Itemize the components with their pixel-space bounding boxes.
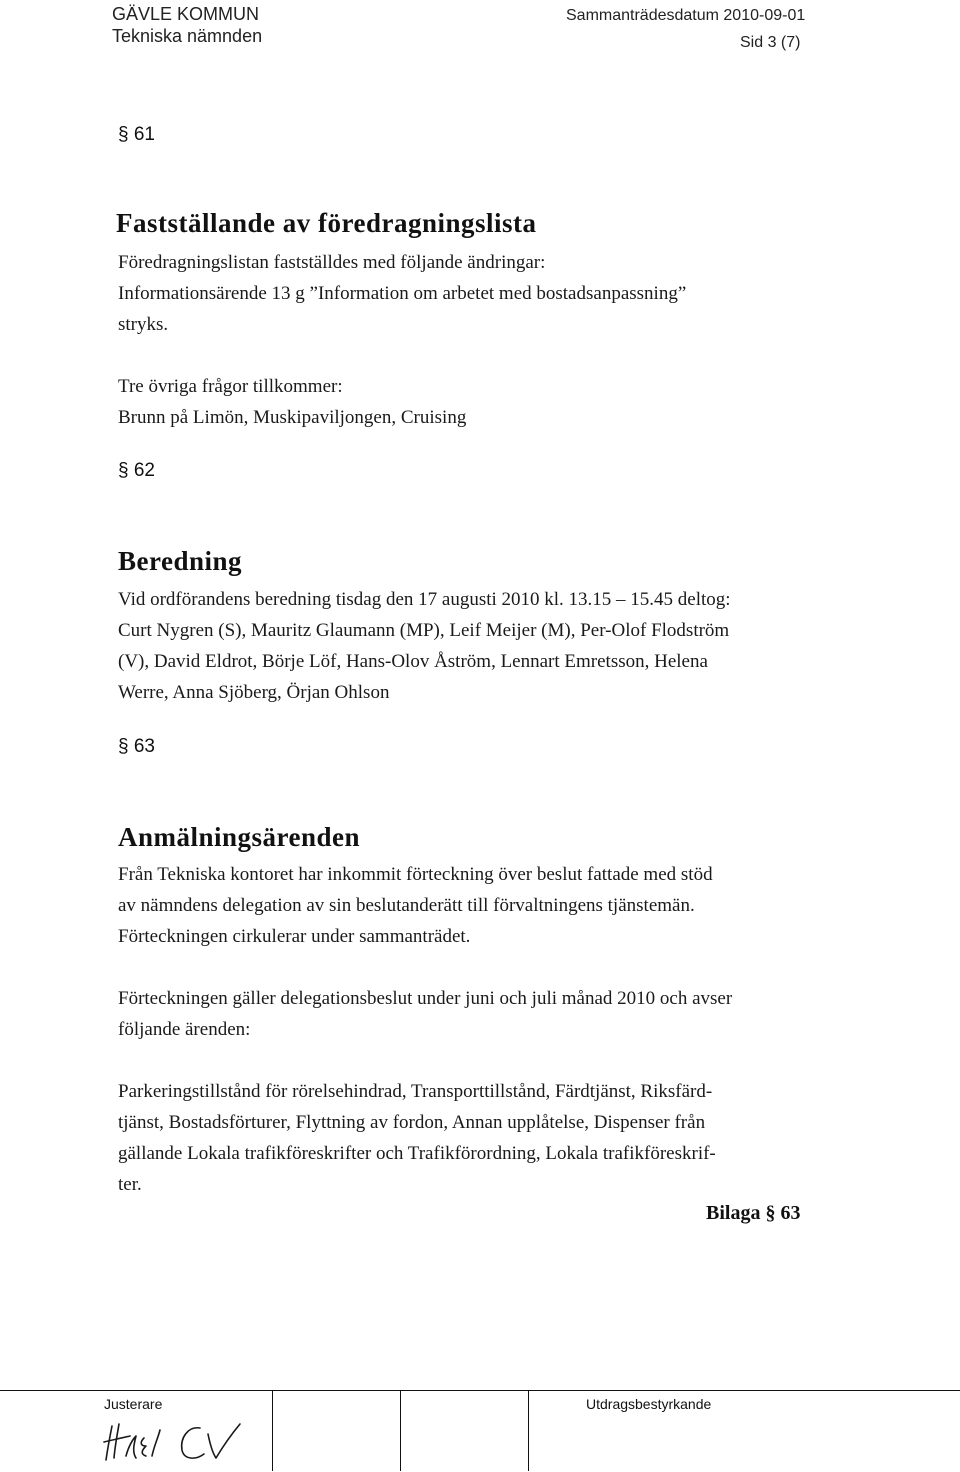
- body-line: Werre, Anna Sjöberg, Örjan Ohlson: [118, 682, 390, 703]
- body-line: Vid ordförandens beredning tisdag den 17 augusti 2010 kl. 13.15 – 15.45 deltog:: [118, 589, 731, 610]
- body-line: tjänst, Bostadsförturer, Flyttning av fordon, Annan upplåtelse, Dispenser från: [118, 1112, 706, 1133]
- paragraph-number: § 61: [118, 124, 155, 145]
- section-title: Anmälningsärenden: [118, 822, 361, 852]
- body-line: Informationsärende 13 g ”Information om arbetet med bostadsanpassning”: [118, 283, 687, 304]
- body-line: Brunn på Limön, Muskipaviljongen, Cruising: [118, 407, 467, 428]
- body-line: gällande Lokala trafikföreskrifter och Trafikförordning, Lokala trafikföreskrif-: [118, 1143, 716, 1164]
- blank-line: [118, 340, 818, 371]
- section-title: Beredning: [118, 546, 243, 576]
- section-body: [118, 247, 818, 433]
- body-line: ter.: [118, 1174, 142, 1195]
- body-line: Förteckningen gäller delegationsbeslut under juni och juli månad 2010 och avser: [118, 988, 733, 1009]
- footer-rule: [0, 1390, 960, 1391]
- body-line: Från Tekniska kontoret har inkommit förteckning över beslut fattade med stöd: [118, 864, 713, 885]
- justerare-label: Justerare: [104, 1396, 163, 1412]
- committee-name: Tekniska nämnden: [112, 26, 263, 46]
- page-number: Sid 3 (7): [740, 34, 801, 51]
- footer-divider: [400, 1391, 401, 1471]
- footer-divider: [528, 1391, 529, 1471]
- section-title: Fastställande av föredragningslista: [116, 208, 537, 238]
- body-line: Tre övriga frågor tillkommer:: [118, 376, 343, 397]
- footer-divider: [272, 1391, 273, 1471]
- body-line: Curt Nygren (S), Mauritz Glaumann (MP), Leif Meijer (M), Per-Olof Flodström: [118, 620, 730, 641]
- body-line: Parkeringstillstånd för rörelsehindrad, Transporttillstånd, Färdtjänst, Riksfärd-: [118, 1081, 713, 1102]
- section-body: [118, 584, 818, 708]
- attachment-reference: Bilaga § 63: [706, 1202, 801, 1224]
- section-body: [118, 859, 818, 1200]
- body-line: följande ärenden:: [118, 1019, 251, 1040]
- paragraph-number: § 62: [118, 460, 155, 481]
- body-line: av nämndens delegation av sin beslutanderätt till förvaltningens tjänstemän.: [118, 895, 695, 916]
- body-line: Föredragningslistan fastställdes med följande ändringar:: [118, 252, 546, 273]
- paragraph-number: § 63: [118, 736, 155, 757]
- blank-line: [118, 952, 818, 983]
- handwritten-initials: [100, 1416, 270, 1468]
- meeting-date: Sammanträdesdatum 2010-09-01: [566, 7, 806, 24]
- body-line: Förteckningen cirkulerar under sammanträdet.: [118, 926, 471, 947]
- organization-name: GÄVLE KOMMUN: [112, 4, 260, 24]
- blank-line: [118, 1045, 818, 1076]
- body-line: (V), David Eldrot, Börje Löf, Hans-Olov Åström, Lennart Emretsson, Helena: [118, 651, 708, 672]
- utdragsbestyrkande-label: Utdragsbestyrkande: [586, 1396, 712, 1412]
- body-line: stryks.: [118, 314, 169, 335]
